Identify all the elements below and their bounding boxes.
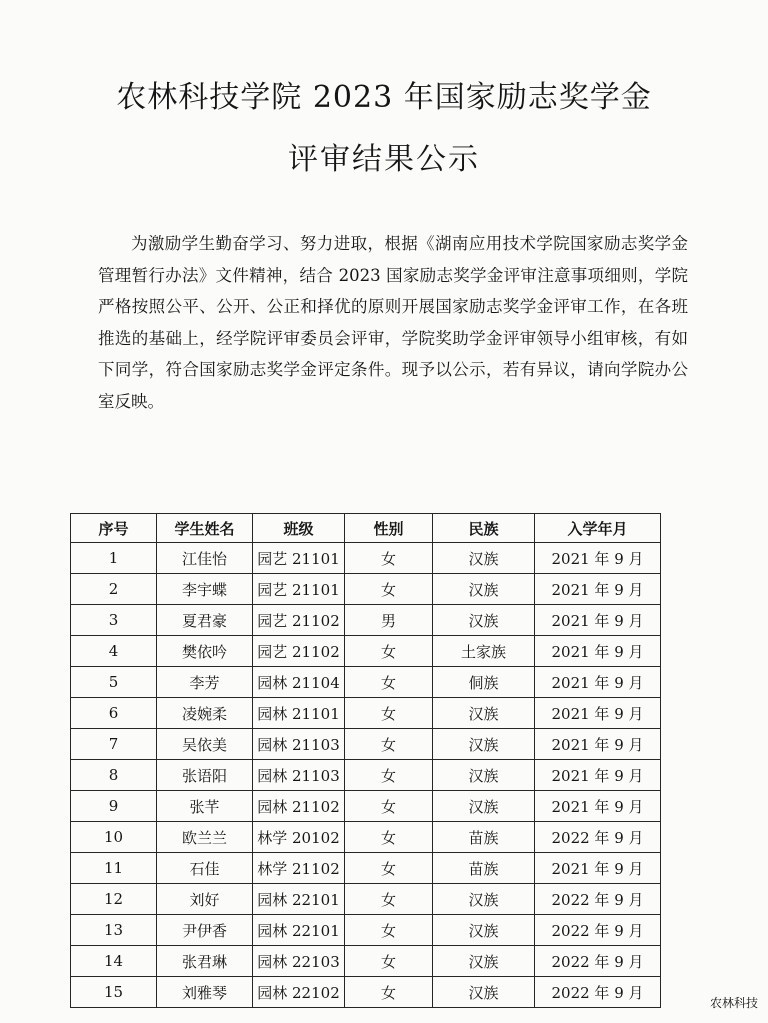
cell-enroll-date: 2021 年 9 月 [535,667,661,698]
cell-seq-no: 2 [71,574,157,605]
cell-student-name: 石佳 [157,853,253,884]
cell-enroll-date: 2021 年 9 月 [535,791,661,822]
cell-ethnicity: 土家族 [433,636,535,667]
cell-student-name: 江佳怡 [157,543,253,574]
cell-ethnicity: 汉族 [433,543,535,574]
cell-ethnicity: 汉族 [433,760,535,791]
table-row [71,574,661,605]
table-row [71,822,661,853]
cell-enroll-date: 2022 年 9 月 [535,977,661,1008]
cell-seq-no: 12 [71,884,157,915]
column-header-ethnicity: 民族 [433,514,535,543]
cell-class: 园林 21101 [253,698,345,729]
document-title-line1: 农林科技学院 2023 年国家励志奖学金 [116,80,652,116]
cell-student-name: 凌婉柔 [157,698,253,729]
cell-enroll-date: 2021 年 9 月 [535,574,661,605]
cell-gender: 女 [345,822,433,853]
cell-ethnicity: 汉族 [433,791,535,822]
cell-class: 园林 21103 [253,760,345,791]
cell-ethnicity: 汉族 [433,946,535,977]
cell-ethnicity: 汉族 [433,605,535,636]
cell-seq-no: 8 [71,760,157,791]
cell-class: 园林 22102 [253,977,345,1008]
cell-class: 园艺 21101 [253,574,345,605]
cell-enroll-date: 2021 年 9 月 [535,698,661,729]
cell-class: 园林 21103 [253,729,345,760]
column-header-gender: 性别 [345,514,433,543]
cell-seq-no: 4 [71,636,157,667]
cell-class: 林学 20102 [253,822,345,853]
column-header-student-name: 学生姓名 [157,514,253,543]
table-row [71,977,661,1008]
table-row [71,698,661,729]
cell-seq-no: 14 [71,946,157,977]
cell-seq-no: 1 [71,543,157,574]
table-row [71,884,661,915]
cell-class: 园艺 21102 [253,605,345,636]
cell-seq-no: 5 [71,667,157,698]
table-row [71,667,661,698]
column-header-enroll-date: 入学年月 [535,514,661,543]
cell-ethnicity: 汉族 [433,977,535,1008]
cell-seq-no: 6 [71,698,157,729]
cell-ethnicity: 苗族 [433,853,535,884]
cell-seq-no: 13 [71,915,157,946]
cell-ethnicity: 苗族 [433,822,535,853]
cell-seq-no: 10 [71,822,157,853]
table-header-row [71,514,661,543]
cell-class: 园林 21102 [253,791,345,822]
cell-class: 园艺 21101 [253,543,345,574]
cell-gender: 女 [345,574,433,605]
cell-gender: 男 [345,605,433,636]
cell-student-name: 樊依吟 [157,636,253,667]
cell-gender: 女 [345,698,433,729]
cell-seq-no: 7 [71,729,157,760]
cell-student-name: 尹伊香 [157,915,253,946]
cell-class: 园林 22103 [253,946,345,977]
cell-seq-no: 3 [71,605,157,636]
cell-enroll-date: 2021 年 9 月 [535,760,661,791]
cell-gender: 女 [345,543,433,574]
cell-class: 园林 22101 [253,915,345,946]
cell-seq-no: 11 [71,853,157,884]
corner-watermark: 农林科技 [709,996,758,1010]
cell-student-name: 张芊 [157,791,253,822]
cell-gender: 女 [345,760,433,791]
cell-gender: 女 [345,729,433,760]
cell-enroll-date: 2021 年 9 月 [535,543,661,574]
cell-gender: 女 [345,946,433,977]
cell-student-name: 夏君豪 [157,605,253,636]
cell-gender: 女 [345,915,433,946]
cell-gender: 女 [345,884,433,915]
table-row [71,729,661,760]
cell-student-name: 吴依美 [157,729,253,760]
cell-class: 园艺 21102 [253,636,345,667]
table-row [71,915,661,946]
cell-ethnicity: 侗族 [433,667,535,698]
cell-student-name: 欧兰兰 [157,822,253,853]
cell-enroll-date: 2021 年 9 月 [535,605,661,636]
table-row [71,760,661,791]
table-row [71,791,661,822]
cell-gender: 女 [345,853,433,884]
table-body [71,543,661,1008]
cell-gender: 女 [345,977,433,1008]
recipients-table [70,513,661,1008]
cell-student-name: 张语阳 [157,760,253,791]
cell-student-name: 李芳 [157,667,253,698]
cell-seq-no: 15 [71,977,157,1008]
cell-student-name: 李宇蝶 [157,574,253,605]
column-header-seq-no: 序号 [71,514,157,543]
table-row [71,543,661,574]
table-row [71,853,661,884]
cell-enroll-date: 2022 年 9 月 [535,946,661,977]
cell-ethnicity: 汉族 [433,698,535,729]
cell-gender: 女 [345,667,433,698]
cell-ethnicity: 汉族 [433,884,535,915]
cell-gender: 女 [345,791,433,822]
cell-enroll-date: 2021 年 9 月 [535,729,661,760]
table-row [71,605,661,636]
cell-ethnicity: 汉族 [433,915,535,946]
cell-ethnicity: 汉族 [433,729,535,760]
table-row [71,636,661,667]
cell-class: 林学 21102 [253,853,345,884]
cell-enroll-date: 2022 年 9 月 [535,884,661,915]
cell-class: 园林 21104 [253,667,345,698]
cell-student-name: 刘雅琴 [157,977,253,1008]
cell-enroll-date: 2022 年 9 月 [535,822,661,853]
cell-enroll-date: 2021 年 9 月 [535,636,661,667]
cell-enroll-date: 2022 年 9 月 [535,915,661,946]
column-header-class: 班级 [253,514,345,543]
cell-class: 园林 22101 [253,884,345,915]
cell-student-name: 刘好 [157,884,253,915]
table-row [71,946,661,977]
document-title-line2: 评审结果公示 [288,142,480,178]
cell-ethnicity: 汉族 [433,574,535,605]
cell-gender: 女 [345,636,433,667]
intro-paragraph: 为激励学生勤奋学习、努力进取，根据《湖南应用技术学院国家励志奖学金管理暂行办法》文件精神，结合 2023 国家励志奖学金评审注意事项细则，学院严格按照公平、公开、公正和择优的原则开展国家励志奖学金评审工作，在各班推选的基础上，经学院评审委员会评审，学院奖助学金评审领导小组审核，有如下同学，符合国家励志奖学金评定条件。现予以公示，若有异议，请向学院办公室反映。 [98,234,688,411]
cell-student-name: 张君琳 [157,946,253,977]
cell-enroll-date: 2021 年 9 月 [535,853,661,884]
cell-seq-no: 9 [71,791,157,822]
